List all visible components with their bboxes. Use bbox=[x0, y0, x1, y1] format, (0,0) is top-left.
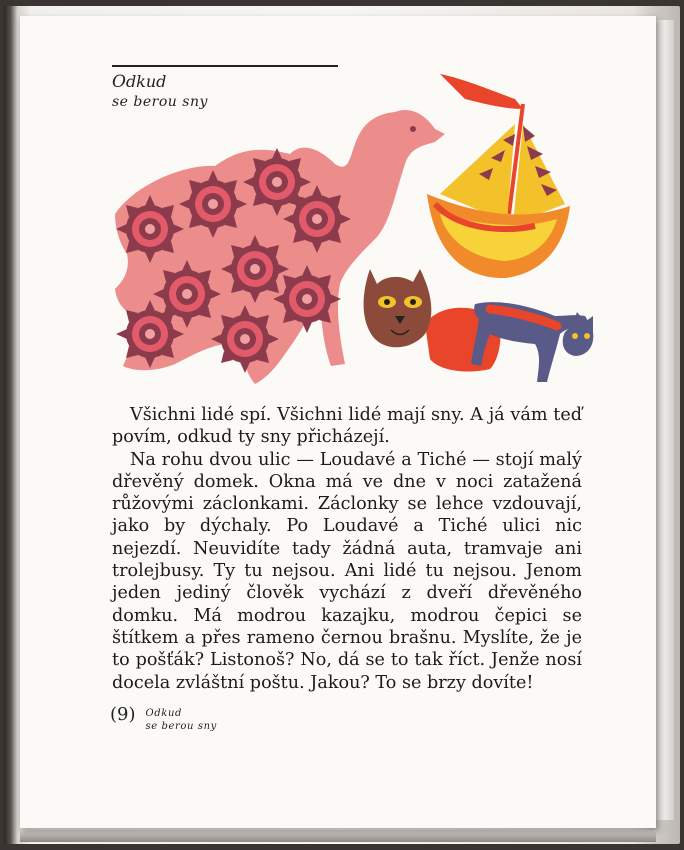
title-rest: dkud bbox=[125, 72, 167, 91]
page-footer bbox=[110, 704, 217, 733]
running-title bbox=[146, 707, 217, 733]
page-edge-strip bbox=[656, 20, 674, 820]
running-title-line-2: se berou sny bbox=[145, 721, 217, 732]
book-page bbox=[20, 16, 656, 828]
story-text bbox=[112, 404, 582, 694]
sailboat-figure bbox=[427, 74, 570, 278]
illustration bbox=[95, 54, 615, 399]
page-number: (9) bbox=[110, 704, 136, 725]
title-initial: O bbox=[112, 72, 126, 92]
paragraph-1: Všichni lidé spí. Všichni lidé mají sny. A já vám teď povím, odkud ty sny přicházejí. bbox=[112, 405, 582, 448]
book-bottom-edge bbox=[20, 830, 656, 842]
running-title-line-1: Odkud bbox=[145, 708, 183, 719]
paragraph-2: Na rohu dvou ulic — Loudavé a Tiché — stojí malý dřevěný domek. Okna má ve dne v noci zatažená růžovými záclonkami. Záclonky se lehce vzdouvají, jako by dýchaly. Po Loudavé a Tiché ulici nic nejezdí. Neuvidíte tady žádná auta, tramvaje ani trolejbusy. Ty tu nejsou. Ani lidé tu nejsou. Jenom jeden jediný člověk vychází z dveří dřevěného domku. Má modrou kazajku, modrou čepici se štítkem a přes rameno černou brašnu. Myslíte, že je to pošťák? Listonoš? No, dá se to tak říct. Jenže nosí docela zvláštní poštu. Jakou? To se brzy dovíte! bbox=[112, 449, 582, 693]
chapter-subtitle: se berou sny bbox=[112, 94, 208, 110]
